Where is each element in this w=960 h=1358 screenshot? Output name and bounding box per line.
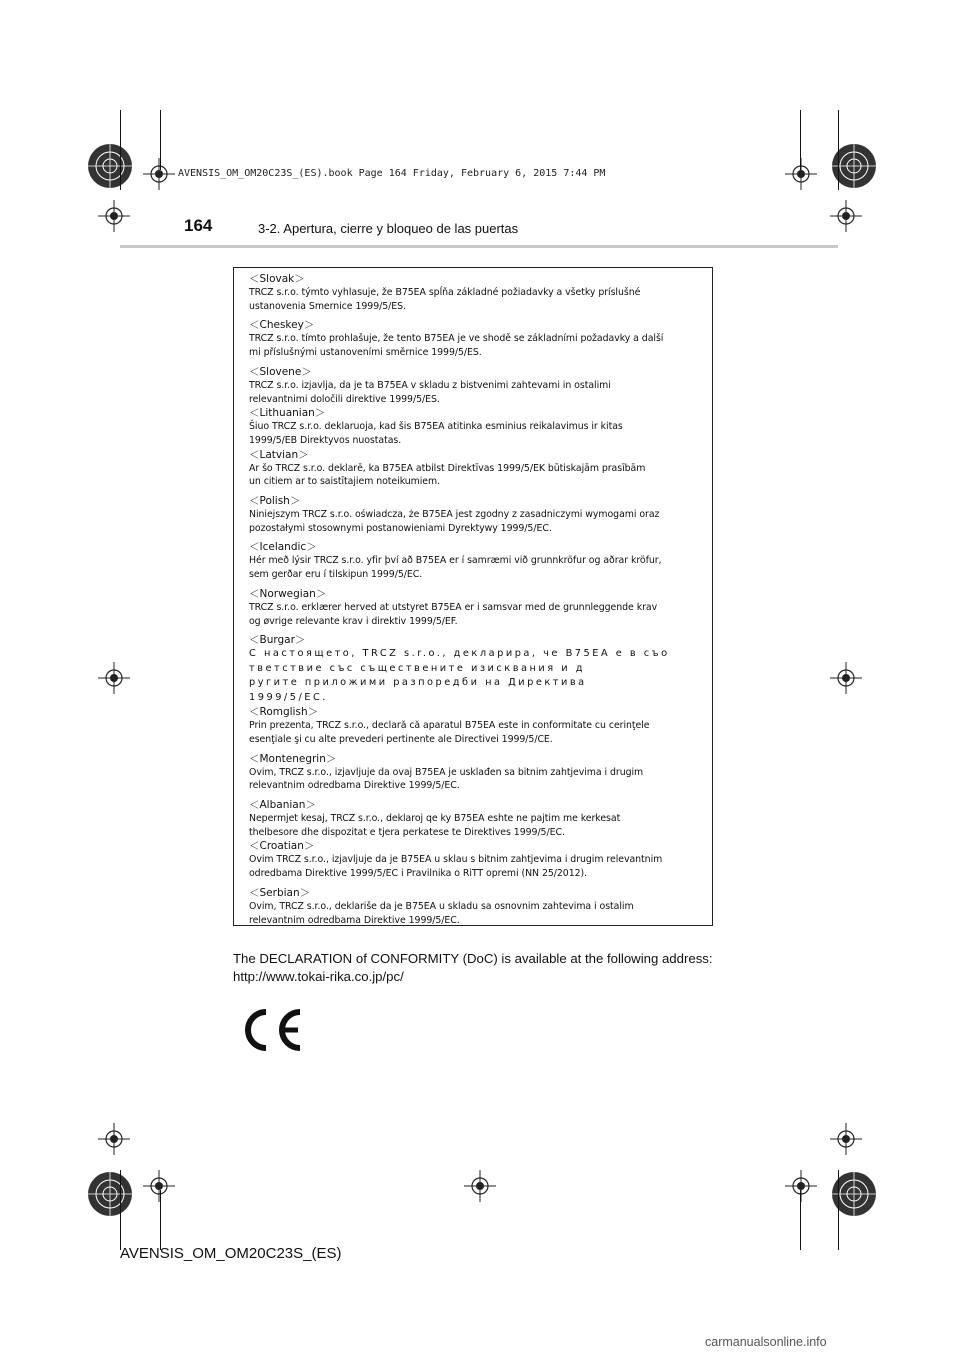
declaration-text: Šiuo TRCZ s.r.o. deklaruoja, kad šis B75EA atitinka esminius reikalavimus ir kitas 1999/5/EB Direktyvos nuostatas. <box>249 421 623 446</box>
language-name: ＜Cheskey＞ <box>249 319 315 332</box>
declaration-text: TRCZ s.r.o. týmto vyhlasuje, že B75EA spĺňa základné požiadavky a všetky príslušné ustanovenia Smernice 1999/5/ES. <box>249 287 641 312</box>
declaration-text: Niniejszym TRCZ s.r.o. oświadcza, że B75EA jest zgodny z zasadniczymi wymogami oraz pozostałymi stosownymi postanowieniami Dyrektywy 1999/5/EC. <box>249 509 660 534</box>
crosshair-mark-icon <box>98 200 130 232</box>
language-name: ＜Polish＞ <box>249 495 301 508</box>
watermark: carmanualsonline.info <box>705 1335 827 1349</box>
header-divider <box>120 245 838 248</box>
declaration-text: С настоящето, TRCZ s.r.o., декларира, че B75EA е в съо тветствие със съществените изисквания и д ругите приложими разпоредби на Директива 1999/5/ЕС. <box>249 648 670 703</box>
declaration-text: Ar šo TRCZ s.r.o. deklarē, ka B75EA atbilst Direktīvas 1999/5/EK būtiskajām prasībām un citiem ar to saistītajiem noteikumiem. <box>249 462 646 488</box>
declaration-latvian <box>249 448 704 489</box>
declaration-cheskey <box>249 318 704 359</box>
declaration-text: Ovim, TRCZ s.r.o., deklariše da je B75EA u skladu sa osnovnim zahtevima i ostalim relevantnim odredbama Direktive 1999/5/EC. <box>249 900 634 926</box>
conformity-url[interactable]: http://www.tokai-rika.co.jp/pc/ <box>233 969 404 984</box>
language-name: ＜Slovene＞ <box>249 365 312 378</box>
crosshair-mark-icon <box>785 1170 817 1202</box>
crosshair-mark-icon <box>830 662 862 694</box>
declaration-slovak <box>249 272 704 313</box>
crosshair-mark-icon <box>464 1170 496 1202</box>
language-name: ＜Burgar＞ <box>249 634 306 647</box>
page-number: 164 <box>184 216 213 235</box>
language-name: ＜Latvian＞ <box>249 448 309 461</box>
declaration-slovene <box>249 365 704 406</box>
declaration-text: TRCZ s.r.o. izjavlja, da je ta B75EA v skladu z bistvenimi zahtevami in ostalimi relevantnimi določili direktive 1999/5/ES. <box>249 379 611 405</box>
declaration-norwegian <box>249 587 704 628</box>
section-title: 3-2. Apertura, cierre y bloqueo de las puertas <box>258 221 519 236</box>
crosshair-mark-icon <box>143 1170 175 1202</box>
rosette-mark-icon <box>86 142 134 190</box>
language-name: ＜Icelandic＞ <box>249 541 317 554</box>
footer-document-code: AVENSIS_OM_OM20C23S_(ES) <box>120 1245 342 1262</box>
declaration-lithuanian <box>249 406 704 447</box>
language-name: ＜Norwegian＞ <box>249 587 327 600</box>
declaration-text: Prin prezenta, TRCZ s.r.o., declară că aparatul B75EA este in conformitate cu cerinţele esenţiale şi cu alte prevederi pertinente ale Directivei 1999/5/CE. <box>249 720 650 745</box>
declaration-text: Ovim, TRCZ s.r.o., izjavljuje da ovaj B75EA je usklađen sa bitnim zahtjevima i drugim relevantnim odredbama Direktive 1999/5/EC. <box>249 766 644 792</box>
crosshair-mark-icon <box>143 158 175 190</box>
language-name: ＜Romglish＞ <box>249 706 319 719</box>
declaration-text: Hér með lýsir TRCZ s.r.o. yfir því að B75EA er í samræmi við grunnkröfur og aðrar kröfur, sem gerðar eru í tilskipun 1999/5/EC. <box>249 555 662 581</box>
declarations-box <box>233 267 713 926</box>
language-name: ＜Albanian＞ <box>249 799 316 812</box>
language-name: ＜Montenegrin＞ <box>249 752 337 765</box>
language-name: ＜Lithuanian＞ <box>249 407 326 420</box>
declaration-text: TRCZ s.r.o. erklærer herved at utstyret B75EA er i samsvar med de grunnleggende krav og øvrige relevante krav i direktiv 1999/5/EF. <box>249 601 658 627</box>
declaration-montenegrin <box>249 752 704 793</box>
declaration-text: TRCZ s.r.o. tímto prohlašuje, že tento B75EA je ve shodě se základními požadavky a další mi příslušnými ustanoveními směrnice 1999/5/ES. <box>249 333 664 359</box>
declaration-text: Nepermjet kesaj, TRCZ s.r.o., deklaroj qe ky B75EA eshte ne pajtim me kerkesat thelbesore dhe dispozitat e tjera perkatese te Direktives 1999/5/EC. <box>249 813 621 838</box>
language-name: ＜Slovak＞ <box>249 273 305 285</box>
crosshair-mark-icon <box>785 158 817 190</box>
book-header: AVENSIS_OM_OM20C23S_(ES).book Page 164 Friday, February 6, 2015 7:44 PM <box>178 168 606 179</box>
declaration-text: Ovim TRCZ s.r.o., izjavljuje da je B75EA u sklau s bitnim zahtjevima i drugim relevantnim odredbama Direktive 1999/5/EC i Pravilnika o RiTT opremi (NN 25/2012). <box>249 854 663 880</box>
declaration-serbian <box>249 886 704 926</box>
conformity-note-text: The DECLARATION of CONFORMITY (DoC) is available at the following address: <box>233 951 713 966</box>
ce-mark-icon <box>236 1006 304 1054</box>
crosshair-mark-icon <box>830 1123 862 1155</box>
crosshair-mark-icon <box>98 662 130 694</box>
declaration-burgar <box>249 633 704 705</box>
language-name: ＜Croatian＞ <box>249 840 315 853</box>
conformity-note <box>233 950 713 986</box>
language-name: ＜Serbian＞ <box>249 886 311 899</box>
declaration-albanian <box>249 798 704 839</box>
declaration-romglish <box>249 705 704 746</box>
declaration-croatian <box>249 839 704 880</box>
crosshair-mark-icon <box>98 1123 130 1155</box>
declaration-polish <box>249 494 704 535</box>
crosshair-mark-icon <box>830 200 862 232</box>
rosette-mark-icon <box>86 1170 134 1218</box>
declaration-icelandic <box>249 540 704 581</box>
